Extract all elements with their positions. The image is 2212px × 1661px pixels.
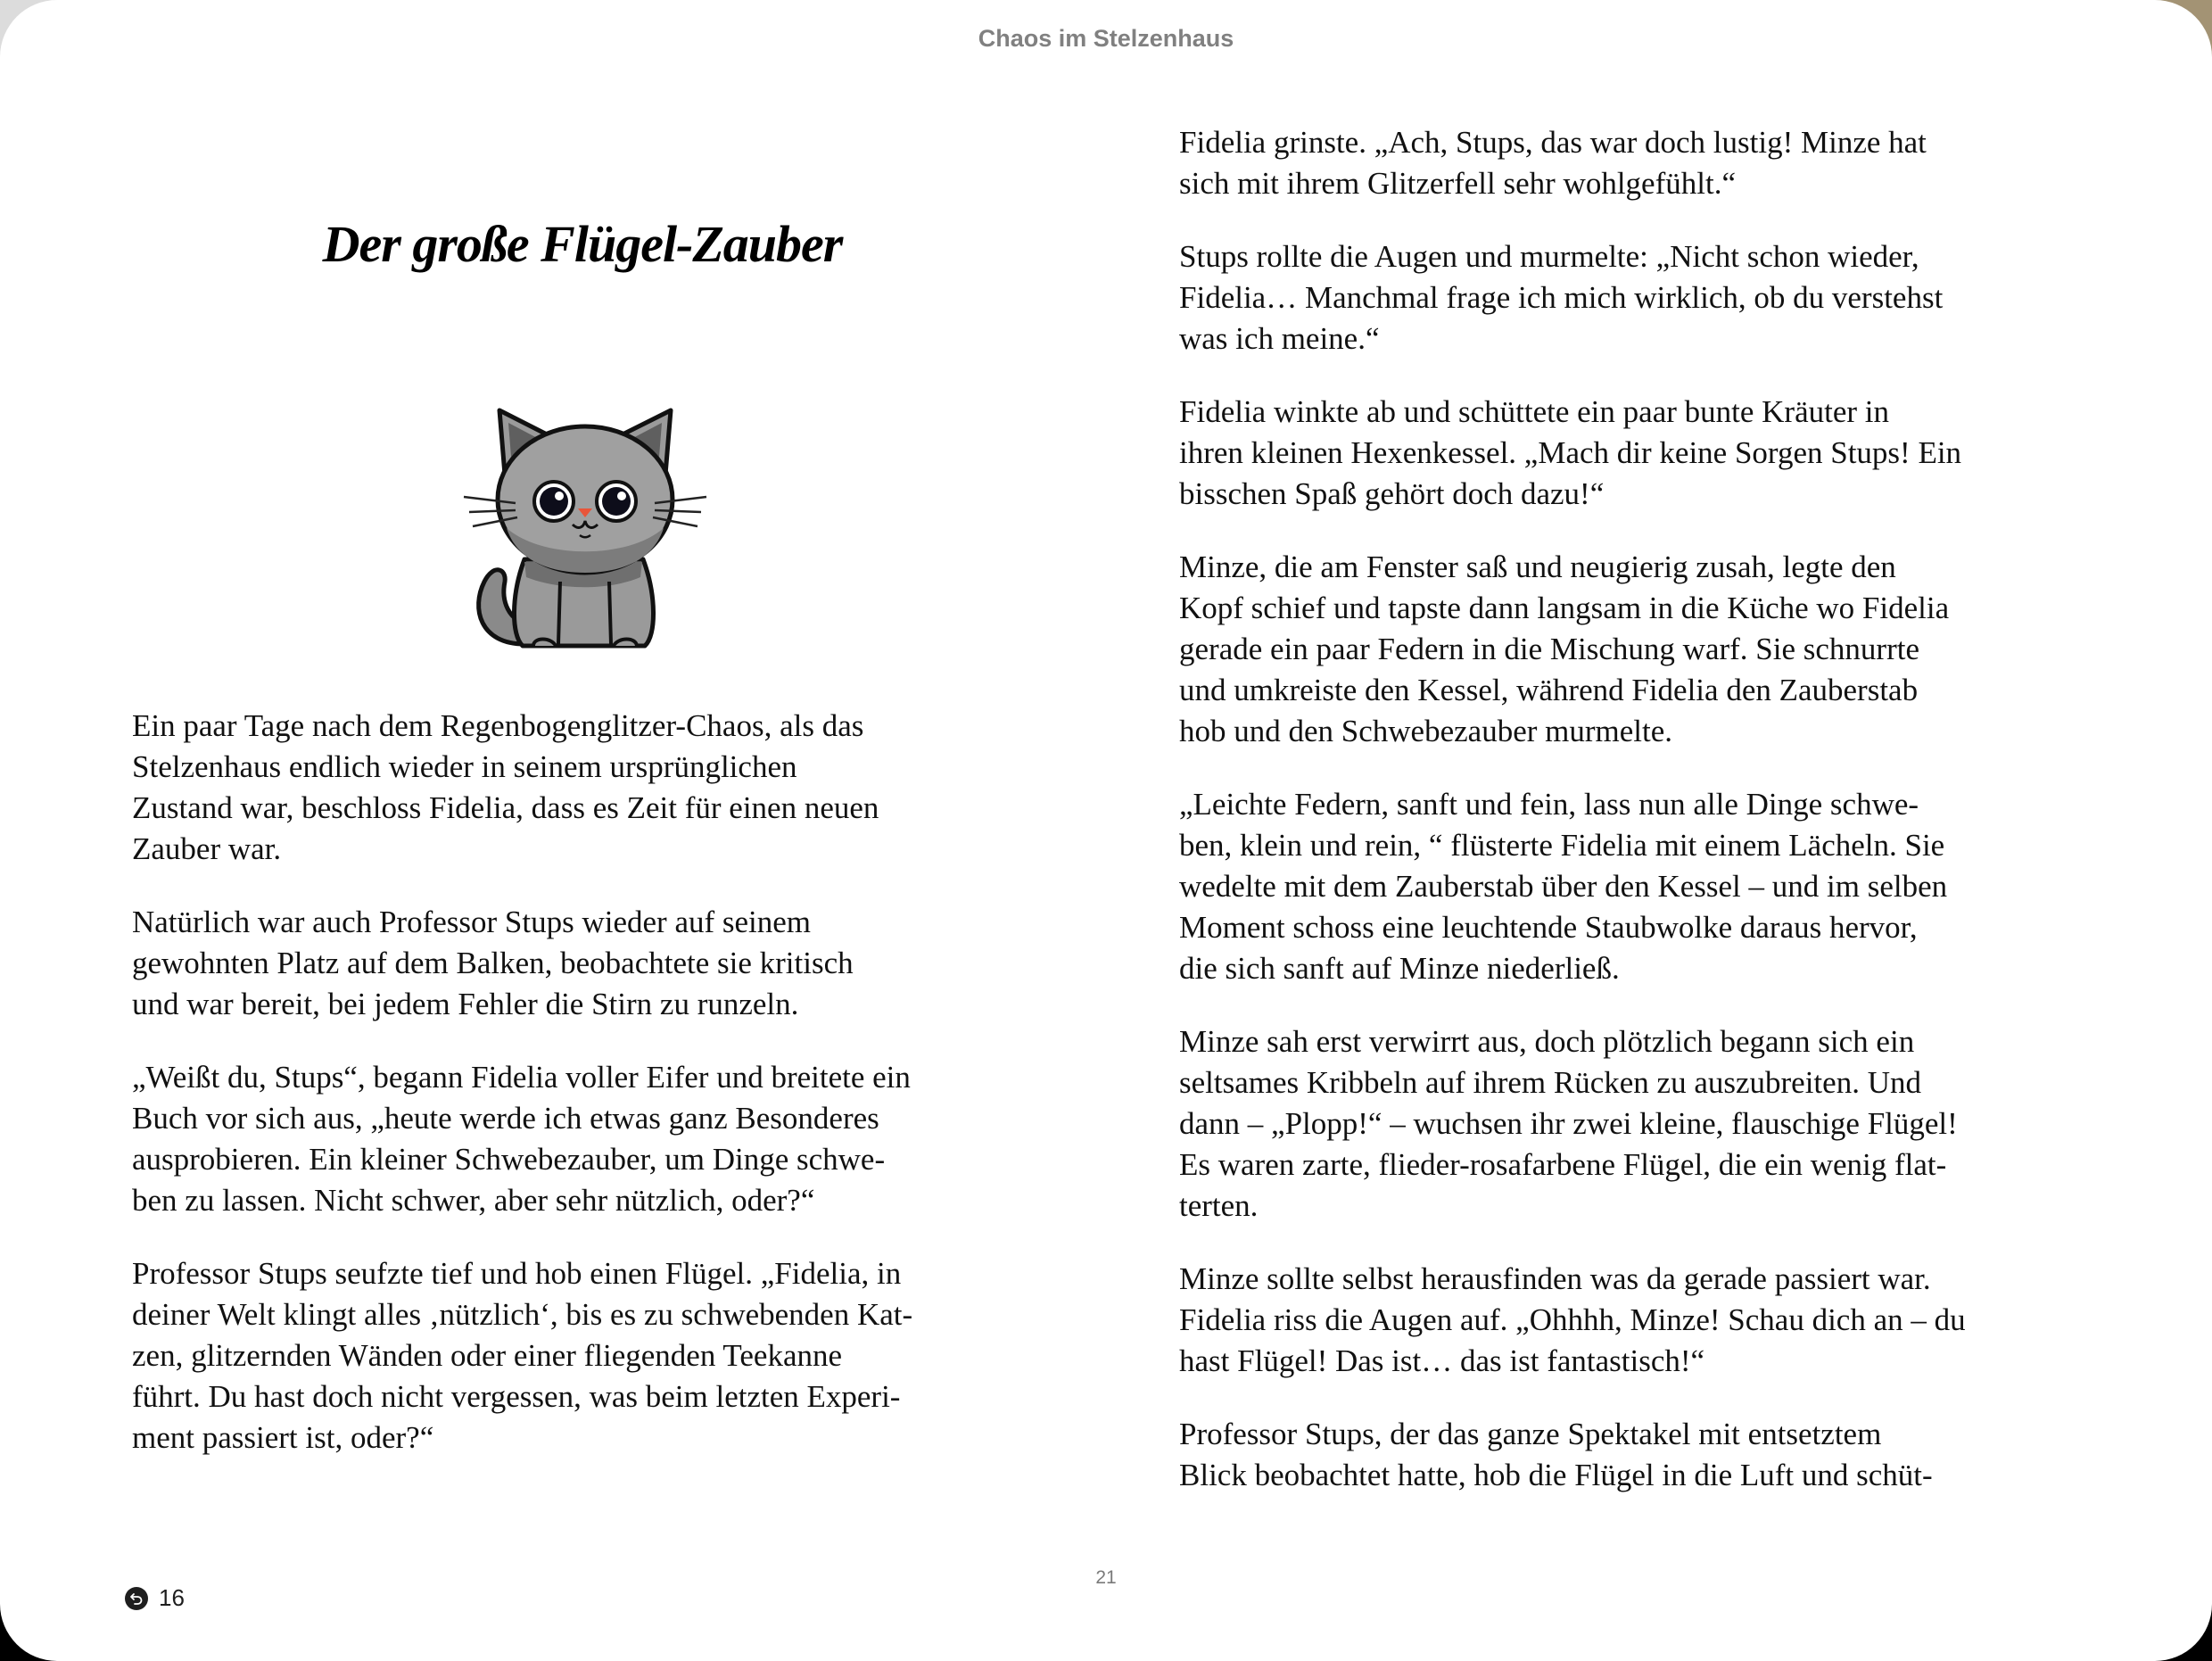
- text-line: was ich meine.“: [1179, 321, 1380, 356]
- text-line: dann – „Plopp!“ – wuchsen ihr zwei kleine, flauschige Flügel!: [1179, 1106, 1958, 1141]
- text-line: ment passiert ist, oder?“: [132, 1420, 434, 1455]
- text-line: Stups rollte die Augen und murmelte: „Nicht schon wieder,: [1179, 239, 1919, 274]
- paragraph: [1179, 122, 2107, 204]
- text-line: ben zu lassen. Nicht schwer, aber sehr nützlich, oder?“: [132, 1183, 815, 1218]
- text-line: gerade ein paar Federn in die Mischung warf. Sie schnurrte: [1179, 632, 1919, 666]
- text-line: Natürlich war auch Professor Stups wieder auf seinem: [132, 905, 812, 939]
- back-to-page-button[interactable]: [125, 1584, 185, 1612]
- text-line: seltsames Kribbeln auf ihrem Rücken zu auszubreiten. Und: [1179, 1065, 1921, 1100]
- text-line: und umkreiste den Kessel, während Fidelia den Zauberstab: [1179, 673, 1919, 707]
- cat-icon: [462, 403, 708, 658]
- left-page-text: [132, 706, 1042, 1491]
- text-line: Minze sah erst verwirrt aus, doch plötzlich begann sich ein: [1179, 1024, 1915, 1059]
- text-line: ben, klein und rein, “ flüsterte Fidelia mit einem Lächeln. Sie: [1179, 828, 1945, 863]
- text-line: terten.: [1179, 1188, 1259, 1223]
- text-line: bisschen Spaß gehört doch dazu!“: [1179, 476, 1605, 511]
- page-number: 21: [1095, 1567, 1117, 1588]
- text-line: Zauber war.: [132, 831, 282, 866]
- book-title: Chaos im Stelzenhaus: [978, 25, 1234, 52]
- text-line: Minze, die am Fenster saß und neugierig zusah, legte den: [1179, 550, 1896, 584]
- paragraph: [132, 1057, 1042, 1221]
- paragraph: [132, 902, 1042, 1025]
- text-line: ausprobieren. Ein kleiner Schwebezauber, um Dinge schwe-: [132, 1142, 886, 1177]
- text-line: wedelte mit dem Zauberstab über den Kessel – und im selben: [1179, 869, 1948, 904]
- text-line: hob und den Schwebezauber murmelte.: [1179, 714, 1673, 748]
- text-line: Professor Stups seufzte tief und hob einen Flügel. „Fidelia, in: [132, 1256, 902, 1291]
- text-line: die sich sanft auf Minze niederließ.: [1179, 951, 1620, 986]
- text-line: Fidelia… Manchmal frage ich mich wirklich, ob du verstehst: [1179, 280, 1944, 315]
- text-line: Fidelia grinste. „Ach, Stups, das war doch lustig! Minze hat: [1179, 125, 1927, 160]
- text-line: sich mit ihrem Glitzerfell sehr wohlgefühlt.“: [1179, 166, 1736, 201]
- text-line: Kopf schief und tapste dann langsam in die Küche wo Fidelia: [1179, 591, 1950, 625]
- paragraph: [1179, 1021, 2107, 1227]
- text-line: ihren kleinen Hexenkessel. „Mach dir keine Sorgen Stups! Ein: [1179, 435, 1962, 470]
- text-line: Fidelia riss die Augen auf. „Ohhhh, Minze! Schau dich an – du: [1179, 1302, 1966, 1337]
- text-line: Zustand war, beschloss Fidelia, dass es Zeit für einen neuen: [132, 790, 879, 825]
- text-line: „Weißt du, Stups“, begann Fidelia voller Eifer und breitete ein: [132, 1060, 911, 1095]
- paragraph: [1179, 392, 2107, 515]
- text-line: deiner Welt klingt alles ‚nützlich‘, bis es zu schwebenden Kat-: [132, 1297, 913, 1332]
- back-arrow-icon[interactable]: [125, 1587, 148, 1610]
- paragraph: [1179, 547, 2107, 752]
- text-line: Ein paar Tage nach dem Regenbogenglitzer-Chaos, als das: [132, 708, 864, 743]
- chapter-title: Der große Flügel-Zauber: [322, 215, 843, 273]
- paragraph: [1179, 1259, 2107, 1382]
- paragraph: [1179, 784, 2107, 989]
- text-line: Minze sollte selbst herausfinden was da gerade passiert war.: [1179, 1261, 1931, 1296]
- text-line: Professor Stups, der das ganze Spektakel mit entsetztem: [1179, 1417, 1882, 1451]
- text-line: Fidelia winkte ab und schüttete ein paar bunte Kräuter in: [1179, 394, 1889, 429]
- right-page-text: [1179, 122, 2107, 1528]
- text-line: Buch vor sich aus, „heute werde ich etwas ganz Besonderes: [132, 1101, 879, 1136]
- text-line: Es waren zarte, flieder-rosafarbene Flügel, die ein wenig flat-: [1179, 1147, 1947, 1182]
- paragraph: [132, 706, 1042, 870]
- text-line: zen, glitzernden Wänden oder einer fliegenden Teekanne: [132, 1338, 843, 1373]
- text-line: „Leichte Federn, sanft und fein, lass nun alle Dinge schwe-: [1179, 787, 1919, 822]
- paragraph: [1179, 1414, 2107, 1496]
- text-line: hast Flügel! Das ist… das ist fantastisch!“: [1179, 1343, 1705, 1378]
- text-line: und war bereit, bei jedem Fehler die Stirn zu runzeln.: [132, 987, 799, 1021]
- text-line: führt. Du hast doch nicht vergessen, was beim letzten Experi-: [132, 1379, 901, 1414]
- paragraph: [132, 1253, 1042, 1459]
- text-line: Stelzenhaus endlich wieder in seinem ursprünglichen: [132, 749, 797, 784]
- text-line: Blick beobachtet hatte, hob die Flügel in die Luft und schüt-: [1179, 1458, 1933, 1492]
- text-line: gewohnten Platz auf dem Balken, beobachtete sie kritisch: [132, 946, 854, 980]
- paragraph: [1179, 236, 2107, 359]
- back-page-label[interactable]: 16: [159, 1584, 185, 1611]
- text-line: Moment schoss eine leuchtende Staubwolke daraus hervor,: [1179, 910, 1918, 945]
